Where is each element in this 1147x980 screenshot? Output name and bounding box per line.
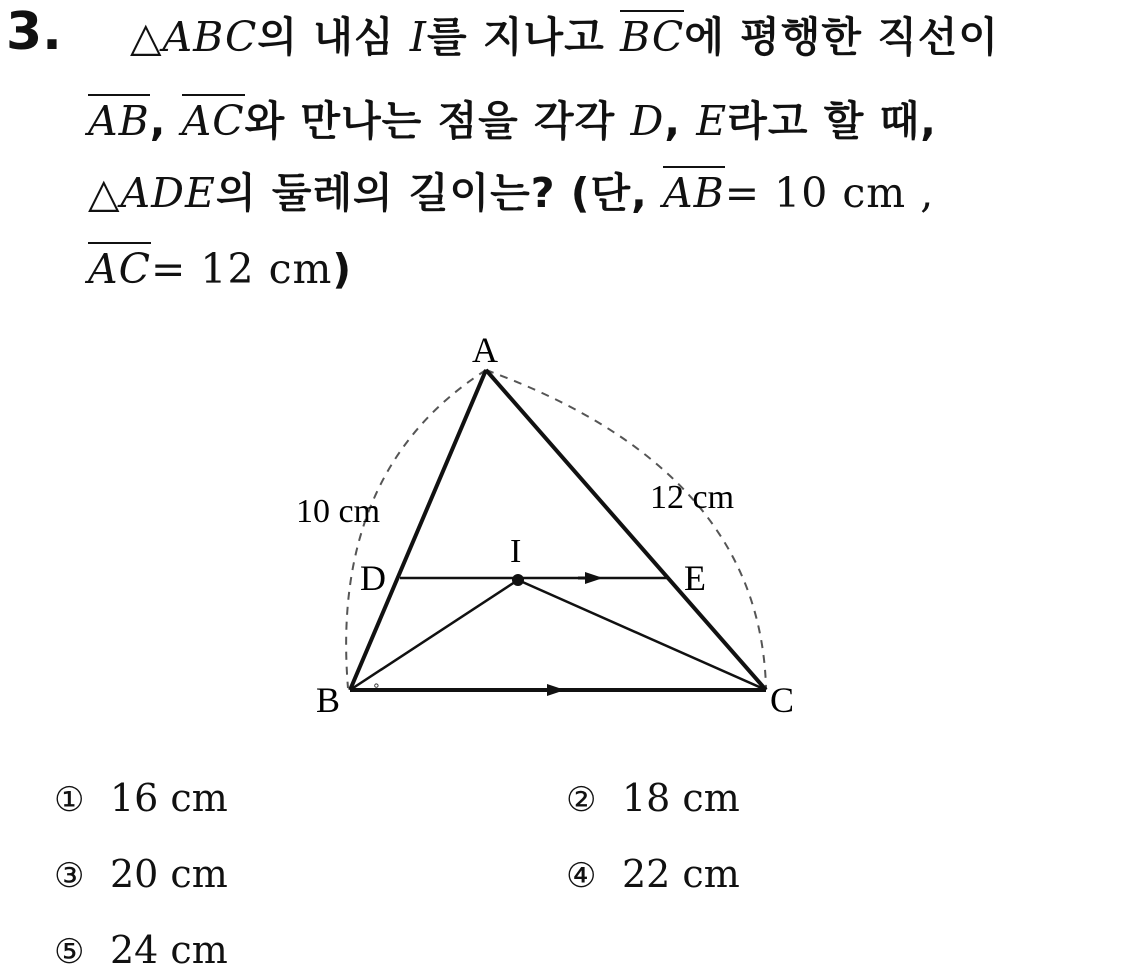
choice-mark: ② bbox=[566, 780, 597, 820]
segment-ab: AB bbox=[88, 94, 150, 145]
choice-mark: ① bbox=[54, 780, 85, 820]
label-ac-length: 12 cm bbox=[650, 479, 735, 516]
label-ab-length: 10 cm bbox=[296, 493, 381, 530]
point-e: E bbox=[696, 97, 728, 145]
text: , bbox=[149, 97, 182, 145]
choice-mark: ③ bbox=[54, 856, 85, 896]
segment-ci bbox=[518, 580, 766, 690]
text: , bbox=[664, 97, 697, 145]
text: ) bbox=[332, 245, 353, 293]
choice-text: 24 cm bbox=[110, 928, 228, 972]
choice-5[interactable] bbox=[54, 928, 228, 972]
segment-ac: AC bbox=[182, 94, 245, 145]
text: 의 둘레의 길이는? (단, bbox=[215, 169, 663, 217]
label-c: C bbox=[770, 680, 795, 720]
choice-text: 18 cm bbox=[622, 776, 740, 820]
triangle-ade: △ADE bbox=[88, 169, 216, 217]
choice-1[interactable] bbox=[54, 776, 228, 820]
point-d: D bbox=[630, 97, 665, 145]
text: 라고 할 때, bbox=[727, 97, 937, 145]
text: 에 평행한 직선이 bbox=[684, 13, 1000, 61]
text: 의 내심 bbox=[257, 13, 410, 61]
choice-4[interactable] bbox=[566, 852, 740, 896]
choice-text: 20 cm bbox=[110, 852, 228, 896]
choice-mark: ④ bbox=[566, 856, 597, 896]
choice-3[interactable] bbox=[54, 852, 228, 896]
label-d: D bbox=[360, 558, 386, 598]
text: 를 지나고 bbox=[426, 13, 620, 61]
question-number: 3. bbox=[6, 2, 62, 62]
choice-text: 16 cm bbox=[110, 776, 228, 820]
segment-ab: AB bbox=[663, 166, 725, 217]
side-ab bbox=[350, 370, 486, 690]
choice-mark: ⑤ bbox=[54, 932, 85, 972]
angle-mark-b: ∘ bbox=[372, 678, 381, 694]
segment-bc: BC bbox=[620, 10, 684, 61]
side-ac bbox=[486, 370, 766, 690]
label-b: B bbox=[316, 680, 341, 720]
incenter-point bbox=[512, 574, 524, 586]
text: 와 만나는 점을 각각 bbox=[244, 97, 631, 145]
incenter-symbol: I bbox=[409, 13, 427, 61]
label-e: E bbox=[684, 558, 706, 598]
label-i: I bbox=[510, 533, 522, 570]
ac-length-value: = 12 cm bbox=[150, 245, 333, 293]
choice-2[interactable] bbox=[566, 776, 740, 820]
segment-ac: AC bbox=[88, 242, 151, 293]
choice-text: 22 cm bbox=[622, 852, 740, 896]
ab-length-value: = 10 cm , bbox=[724, 169, 935, 217]
triangle-abc: △ABC bbox=[130, 13, 258, 61]
label-a: A bbox=[472, 330, 498, 370]
